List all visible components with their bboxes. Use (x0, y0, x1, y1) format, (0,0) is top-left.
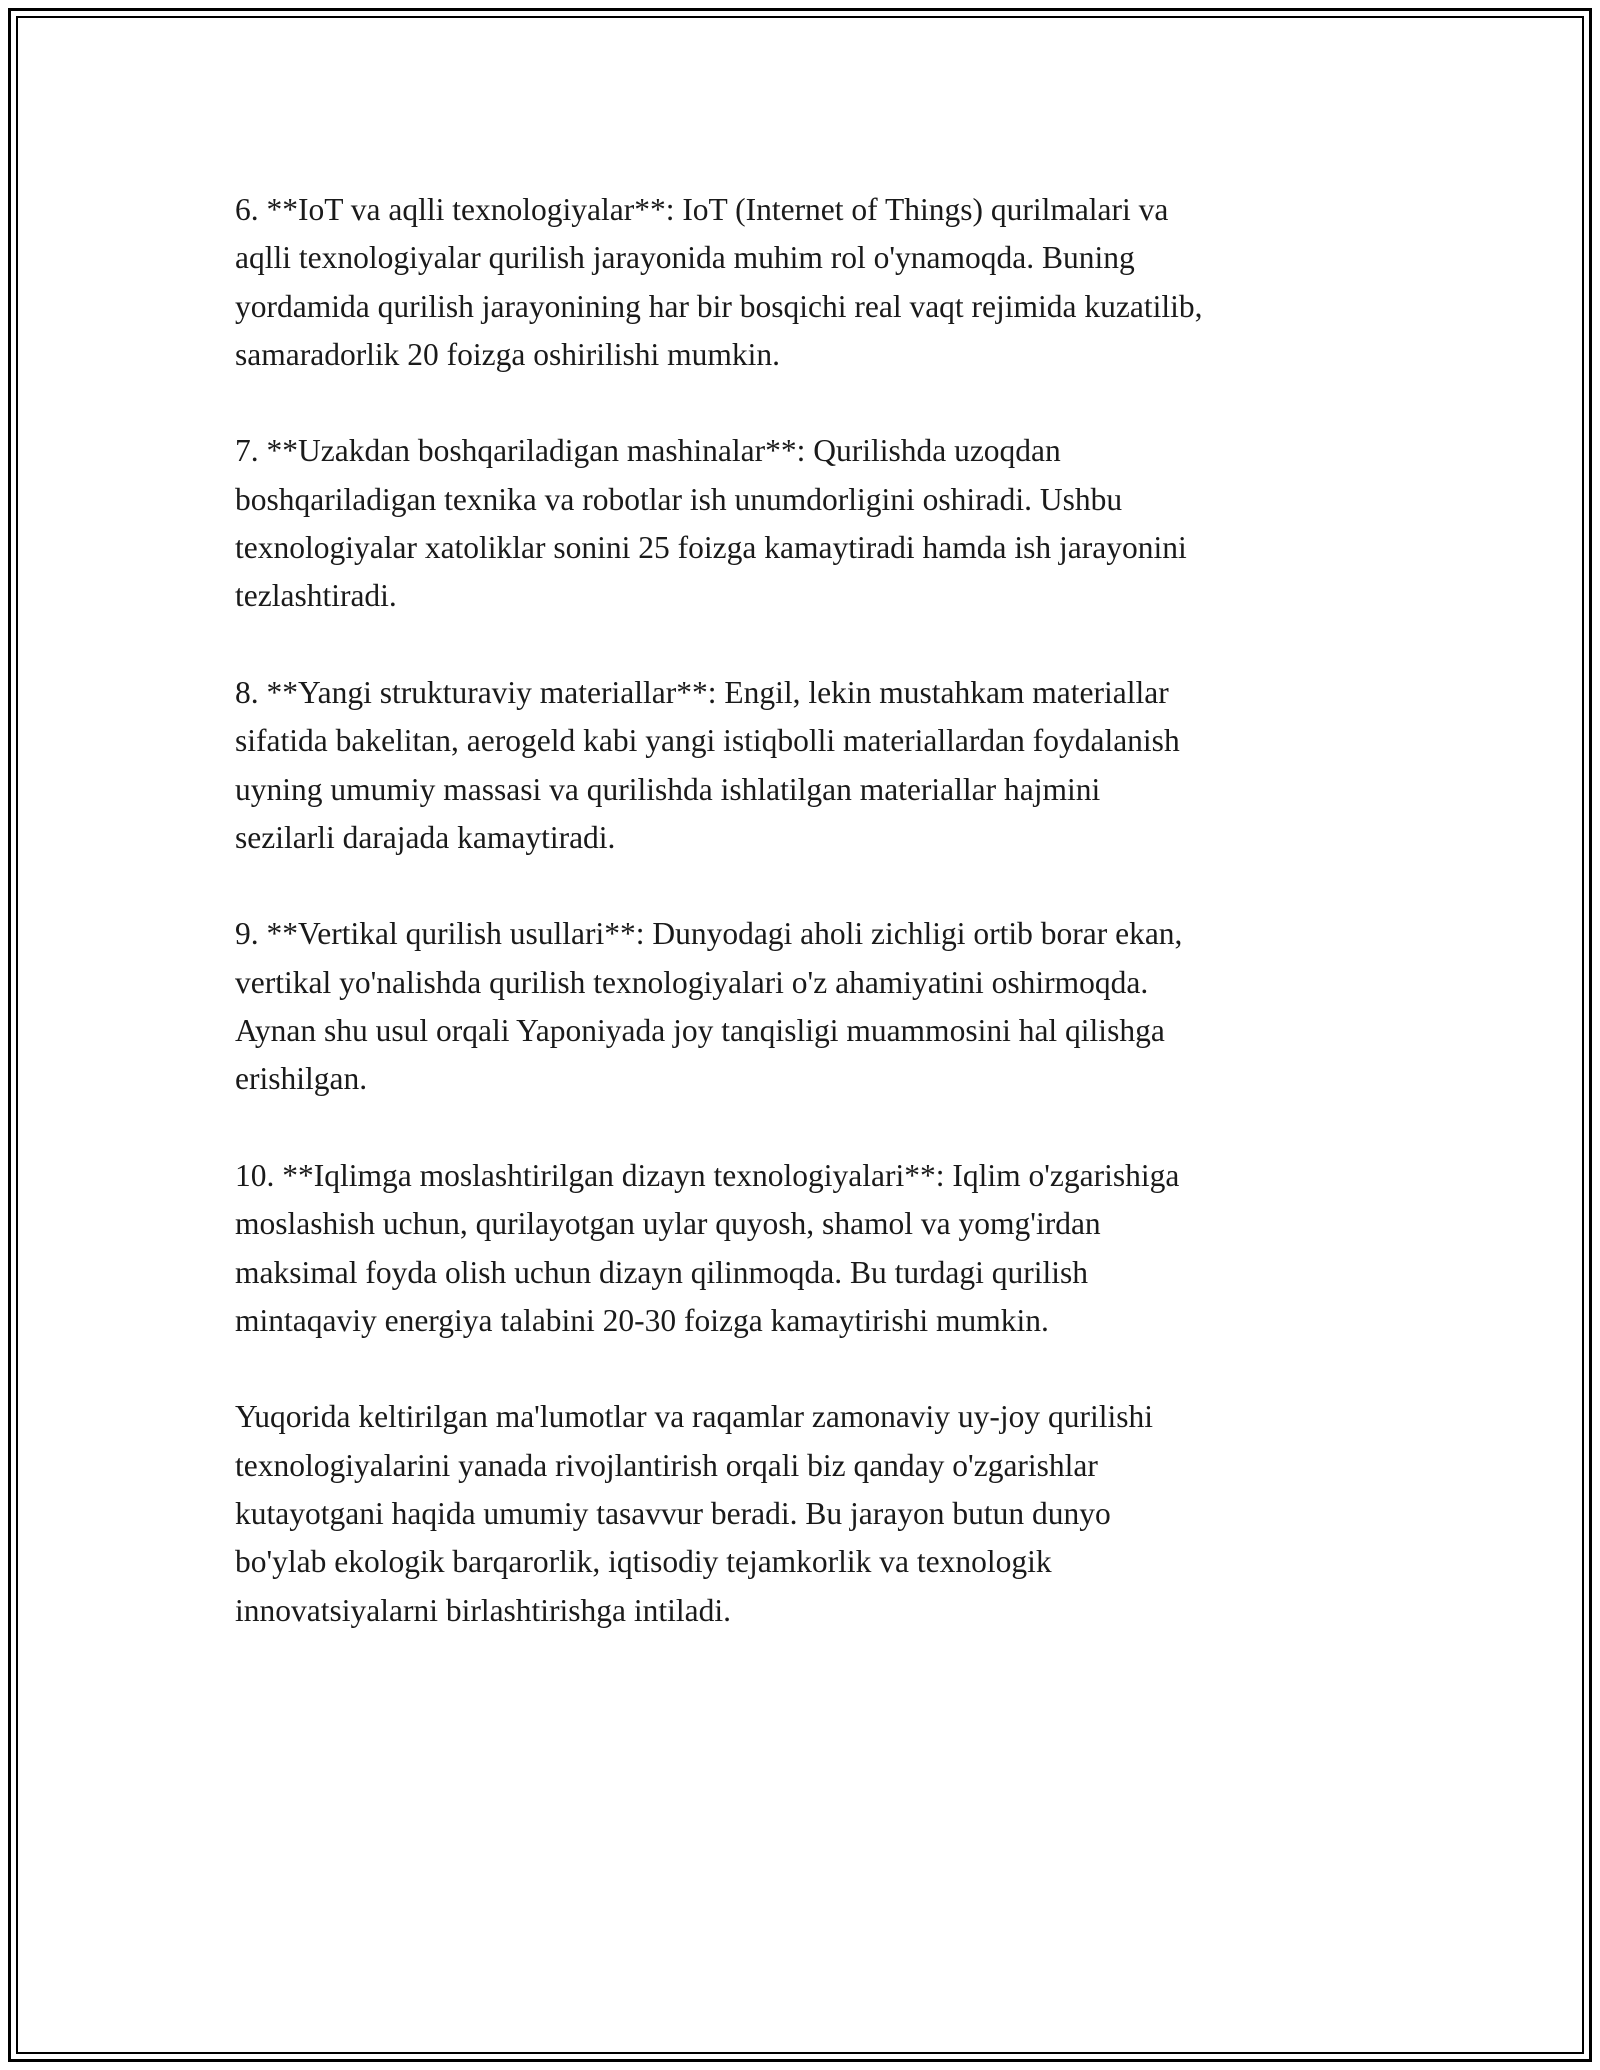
text-line: texnologiyalarini yanada rivojlantirish orqali biz qanday o'zgarishlar (235, 1447, 1098, 1483)
text-line: vertikal yo'nalishda qurilish texnologiyalari o'z ahamiyatini oshirmoqda. (235, 964, 1149, 1000)
text-line: 9. **Vertikal qurilish usullari**: Dunyodagi aholi zichligi ortib borar ekan, (235, 916, 1183, 952)
text-line: sifatida bakelitan, aerogeld kabi yangi istiqbolli materiallardan foydalanish (235, 723, 1180, 759)
text-line: Aynan shu usul orqali Yaponiyada joy tanqisligi muammosini hal qilishga (235, 1013, 1165, 1049)
text-line: texnologiyalar xatoliklar sonini 25 foizga kamaytiradi hamda ish jarayonini (235, 530, 1187, 566)
text-line: uyning umumiy massasi va qurilishda ishlatilgan materiallar hajmini (235, 771, 1101, 807)
text-line: yordamida qurilish jarayonining har bir bosqichi real vaqt rejimida kuzatilib, (235, 288, 1203, 324)
text-line: 8. **Yangi strukturaviy materiallar**: Engil, lekin mustahkam materiallar (235, 674, 1169, 710)
text-line: 10. **Iqlimga moslashtirilgan dizayn texnologiyalari**: Iqlim o'zgarishiga (235, 1157, 1180, 1193)
paragraph-item-10 (235, 1152, 1395, 1345)
text-line: innovatsiyalarni birlashtirishga intiladi. (235, 1592, 732, 1628)
text-line: 7. **Uzakdan boshqariladigan mashinalar**: Qurilishda uzoqdan (235, 433, 1061, 469)
paragraph-item-6 (235, 186, 1395, 379)
text-line: aqlli texnologiyalar qurilish jarayonida muhim rol o'ynamoqda. Buning (235, 240, 1135, 276)
paragraph-item-8 (235, 669, 1395, 862)
text-line: mintaqaviy energiya talabini 20-30 foizga kamaytirishi mumkin. (235, 1302, 1049, 1338)
text-line: boshqariladigan texnika va robotlar ish unumdorligini oshiradi. Ushbu (235, 481, 1123, 517)
text-line: kutayotgani haqida umumiy tasavvur beradi. Bu jarayon butun dunyo (235, 1496, 1111, 1532)
text-line: 6. **IoT va aqlli texnologiyalar**: IoT (Internet of Things) qurilmalari va (235, 192, 1169, 227)
text-line: moslashish uchun, qurilayotgan uylar quyosh, shamol va yomg'irdan (235, 1206, 1101, 1242)
text-line: bo'ylab ekologik barqarorlik, iqtisodiy tejamkorlik va texnologik (235, 1544, 1052, 1580)
paragraph-item-9 (235, 910, 1395, 1103)
text-line: sezilarli darajada kamaytiradi. (235, 819, 616, 855)
text-line: maksimal foyda olish uchun dizayn qilinmoqda. Bu turdagi qurilish (235, 1254, 1089, 1290)
text-line: samaradorlik 20 foizga oshirilishi mumkin. (235, 336, 781, 372)
text-line: Yuqorida keltirilgan ma'lumotlar va raqamlar zamonaviy uy-joy qurilishi (235, 1399, 1154, 1435)
paragraph-conclusion (235, 1393, 1395, 1634)
document-body (235, 186, 1395, 1683)
text-line: tezlashtiradi. (235, 578, 397, 614)
paragraph-item-7 (235, 427, 1395, 620)
text-line: erishilgan. (235, 1061, 368, 1097)
